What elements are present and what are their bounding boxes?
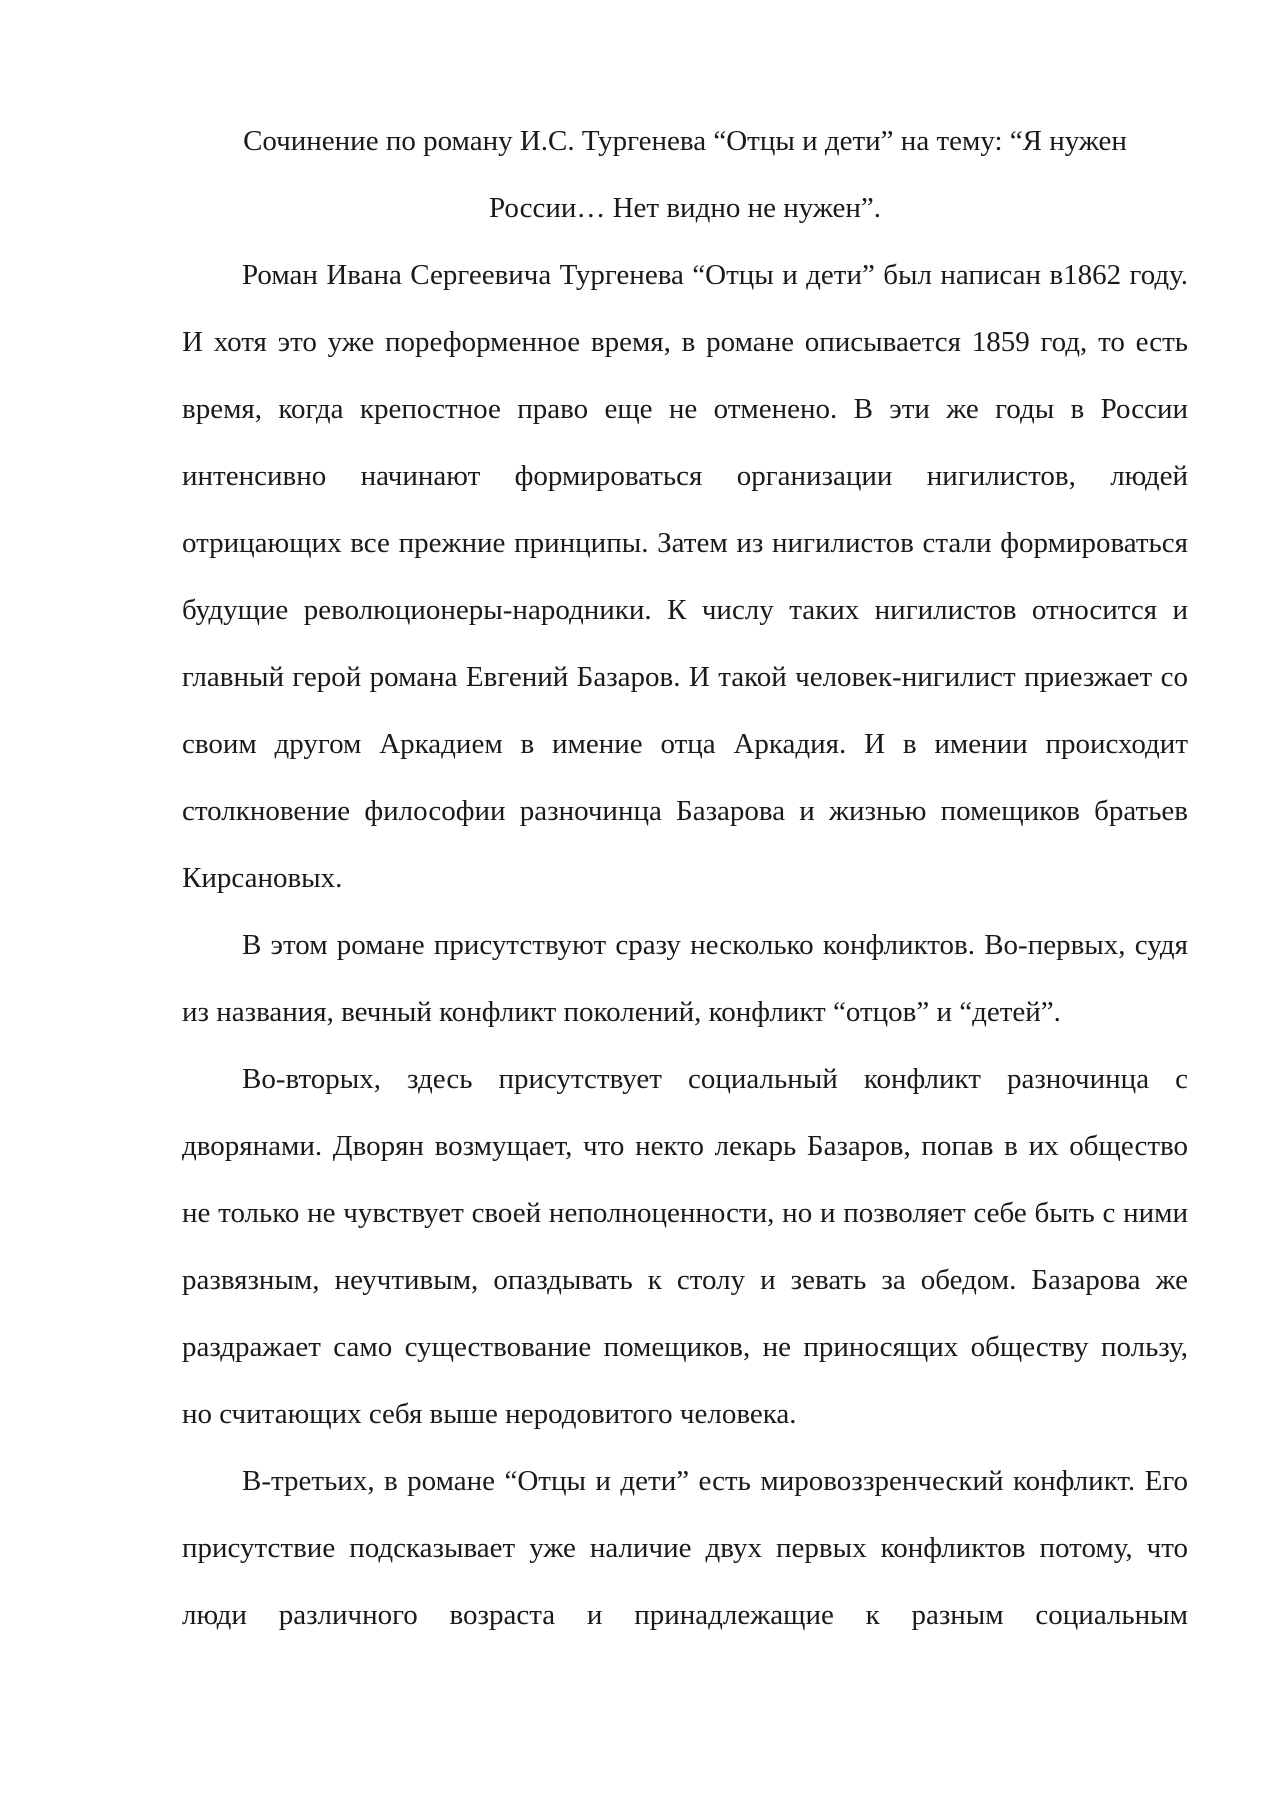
paragraph-3: Во-вторых, здесь присутствует социальный конфликт разночинца с дворянами. Дворян возмущает, что некто лекарь Базаров, попав в их общество не только не чувствует своей неполноценности, но и позволяет себе быть с ними развязным, неучтивым, опаздывать к столу и зевать за обедом. Базарова же раздражает само существование помещиков, не приносящих обществу пользу, но считающих себя выше неродовитого человека. bbox=[182, 1063, 1188, 1430]
document-page bbox=[182, 108, 1188, 1649]
paragraph-2: В этом романе присутствуют сразу несколько конфликтов. Во-первых, судя из названия, вечный конфликт поколений, конфликт “отцов” и “детей”. bbox=[182, 929, 1188, 1028]
paragraph-4: В-третьих, в романе “Отцы и дети” есть мировоззренческий конфликт. Его присутствие подсказывает уже наличие двух первых конфликтов потому, что люди различного возраста и принадлежащие к разным социальным bbox=[182, 1465, 1188, 1631]
paragraph-1: Роман Ивана Сергеевича Тургенева “Отцы и дети” был написан в1862 году. И хотя это уже пореформенное время, в романе описывается 1859 год, то есть время, когда крепостное право еще не отменено. В эти же годы в России интенсивно начинают формироваться организации нигилистов, людей отрицающих все прежние принципы. Затем из нигилистов стали формироваться будущие революционеры-народники. К числу таких нигилистов относится и главный герой романа Евгений Базаров. И такой человек-нигилист приезжает со своим другом Аркадием в имение отца Аркадия. И в имении происходит столкновение философии разночинца Базарова и жизнью помещиков братьев Кирсановых. bbox=[182, 259, 1188, 894]
essay-title: Сочинение по роману И.С. Тургенева “Отцы и дети” на тему: “Я нужен России… Нет видно не нужен”. bbox=[243, 125, 1127, 224]
